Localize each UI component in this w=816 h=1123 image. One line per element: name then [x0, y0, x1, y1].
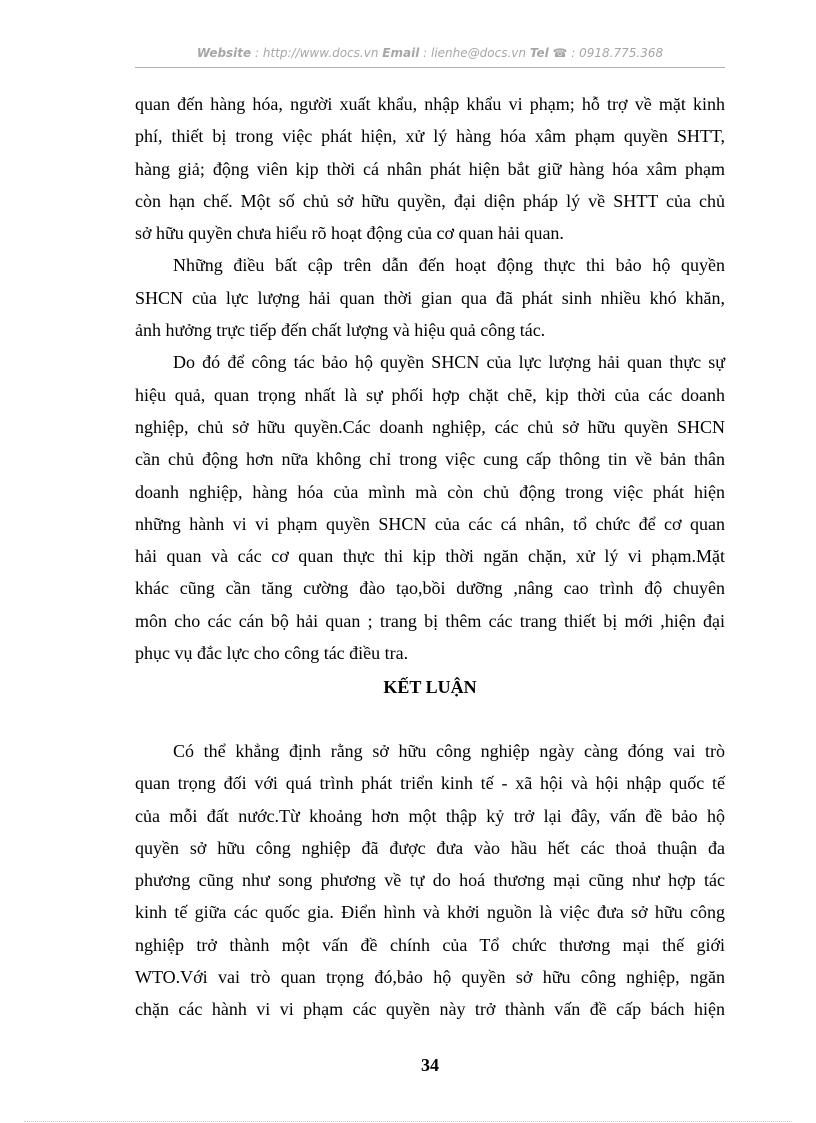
text-line: hàng giả; động viên kịp thời cá nhân phát hiện bắt giữ hàng hóa xâm phạm — [135, 158, 725, 179]
text-line: nghiệp, chủ sở hữu quyền.Các doanh nghiệp, các chủ sở hữu quyền SHCN — [135, 416, 725, 437]
text-line: WTO.Với vai trò quan trọng đó,bảo hộ quyền sở hữu công nghiệp, ngăn — [135, 967, 725, 988]
text-line: phục vụ đắc lực cho công tác điều tra. — [135, 643, 409, 664]
website-value: : http://www.docs.vn — [255, 46, 379, 60]
page-header — [135, 46, 725, 60]
text-line: ảnh hưởng trực tiếp đến chất lượng và hiệu quả công tác. — [135, 320, 546, 341]
text-line: khác cũng cần tăng cường đào tạo,bồi dưỡng ,nâng cao trình độ chuyên — [135, 578, 725, 599]
text-line: phí, thiết bị trong việc phát hiện, xử lý hàng hóa xâm phạm quyền SHTT, — [135, 126, 725, 147]
text-line: chặn các hành vi vi phạm các quyền này trở thành vấn đề cấp bách hiện — [135, 999, 725, 1020]
section-heading: KẾT LUẬN — [383, 677, 477, 697]
body-text — [135, 88, 725, 669]
conclusion-text — [135, 735, 725, 1026]
text-line: còn hạn chế. Một số chủ sở hữu quyền, đại diện pháp lý về SHTT của chủ — [135, 190, 725, 211]
website-label: Website — [196, 46, 252, 60]
text-line: hải quan và các cơ quan thực thi kịp thời ngăn chặn, xử lý vi phạm.Mặt — [135, 546, 725, 567]
text-line: môn cho các cán bộ hải quan ; trang bị thêm các trang thiết bị mới ,hiện đại — [135, 610, 725, 631]
text-line: cần chủ động hơn nữa không chỉ trong việc cung cấp thông tin về bản thân — [135, 449, 725, 470]
tel-label: Tel — [529, 46, 549, 60]
text-line: kinh tế giữa các quốc gia. Điển hình và khởi nguồn là việc đưa sở hữu công — [135, 902, 725, 923]
text-line: của mỗi đất nước.Từ khoảng hơn một thập kỷ trở lại đây, vấn đề bảo hộ — [135, 805, 725, 826]
text-line: nghiệp trở thành một vấn đề chính của Tổ chức thương mại thế giới — [135, 934, 725, 955]
text-line: quan đến hàng hóa, người xuất khẩu, nhập khẩu vi phạm; hỗ trợ về mặt kinh — [135, 94, 725, 114]
text-line: quan trọng đối với quá trình phát triển kinh tế - xã hội và hội nhập quốc tế — [135, 773, 725, 794]
text-line: Có thể khẳng định rằng sở hữu công nghiệp ngày càng đóng vai trò — [173, 741, 725, 761]
page-bottom-border — [24, 1121, 792, 1122]
text-line: sở hữu quyền chưa hiểu rõ hoạt động của cơ quan hải quan. — [135, 223, 564, 244]
page-number: 34 — [421, 1055, 439, 1075]
text-line: hiệu quả, quan trọng nhất là sự phối hợp chặt chẽ, kịp thời của các doanh — [135, 384, 725, 405]
text-line: quyền sở hữu công nghiệp đã được đưa vào hầu hết các thoả thuận đa — [135, 837, 725, 858]
text-line: phương cũng như song phương về tự do hoá thương mại cũng như hợp tác — [135, 870, 725, 891]
text-line: những hành vi vi phạm quyền SHCN của các cá nhân, tổ chức để cơ quan — [135, 513, 725, 534]
text-line: Do đó để công tác bảo hộ quyền SHCN của lực lượng hải quan thực sự — [173, 352, 725, 373]
email-value: : lienhe@docs.vn — [423, 46, 526, 60]
header-divider — [135, 67, 725, 68]
text-line: SHCN của lực lượng hải quan thời gian qua đã phát sinh nhiều khó khăn, — [135, 287, 725, 308]
text-line: Những điều bất cập trên dẫn đến hoạt động thực thi bảo hộ quyền — [173, 255, 725, 276]
email-label: Email — [382, 46, 420, 60]
text-line: doanh nghiệp, hàng hóa của mình mà còn chủ động trong việc phát hiện — [135, 481, 725, 502]
tel-value: ☎ : 0918.775.368 — [552, 46, 664, 60]
